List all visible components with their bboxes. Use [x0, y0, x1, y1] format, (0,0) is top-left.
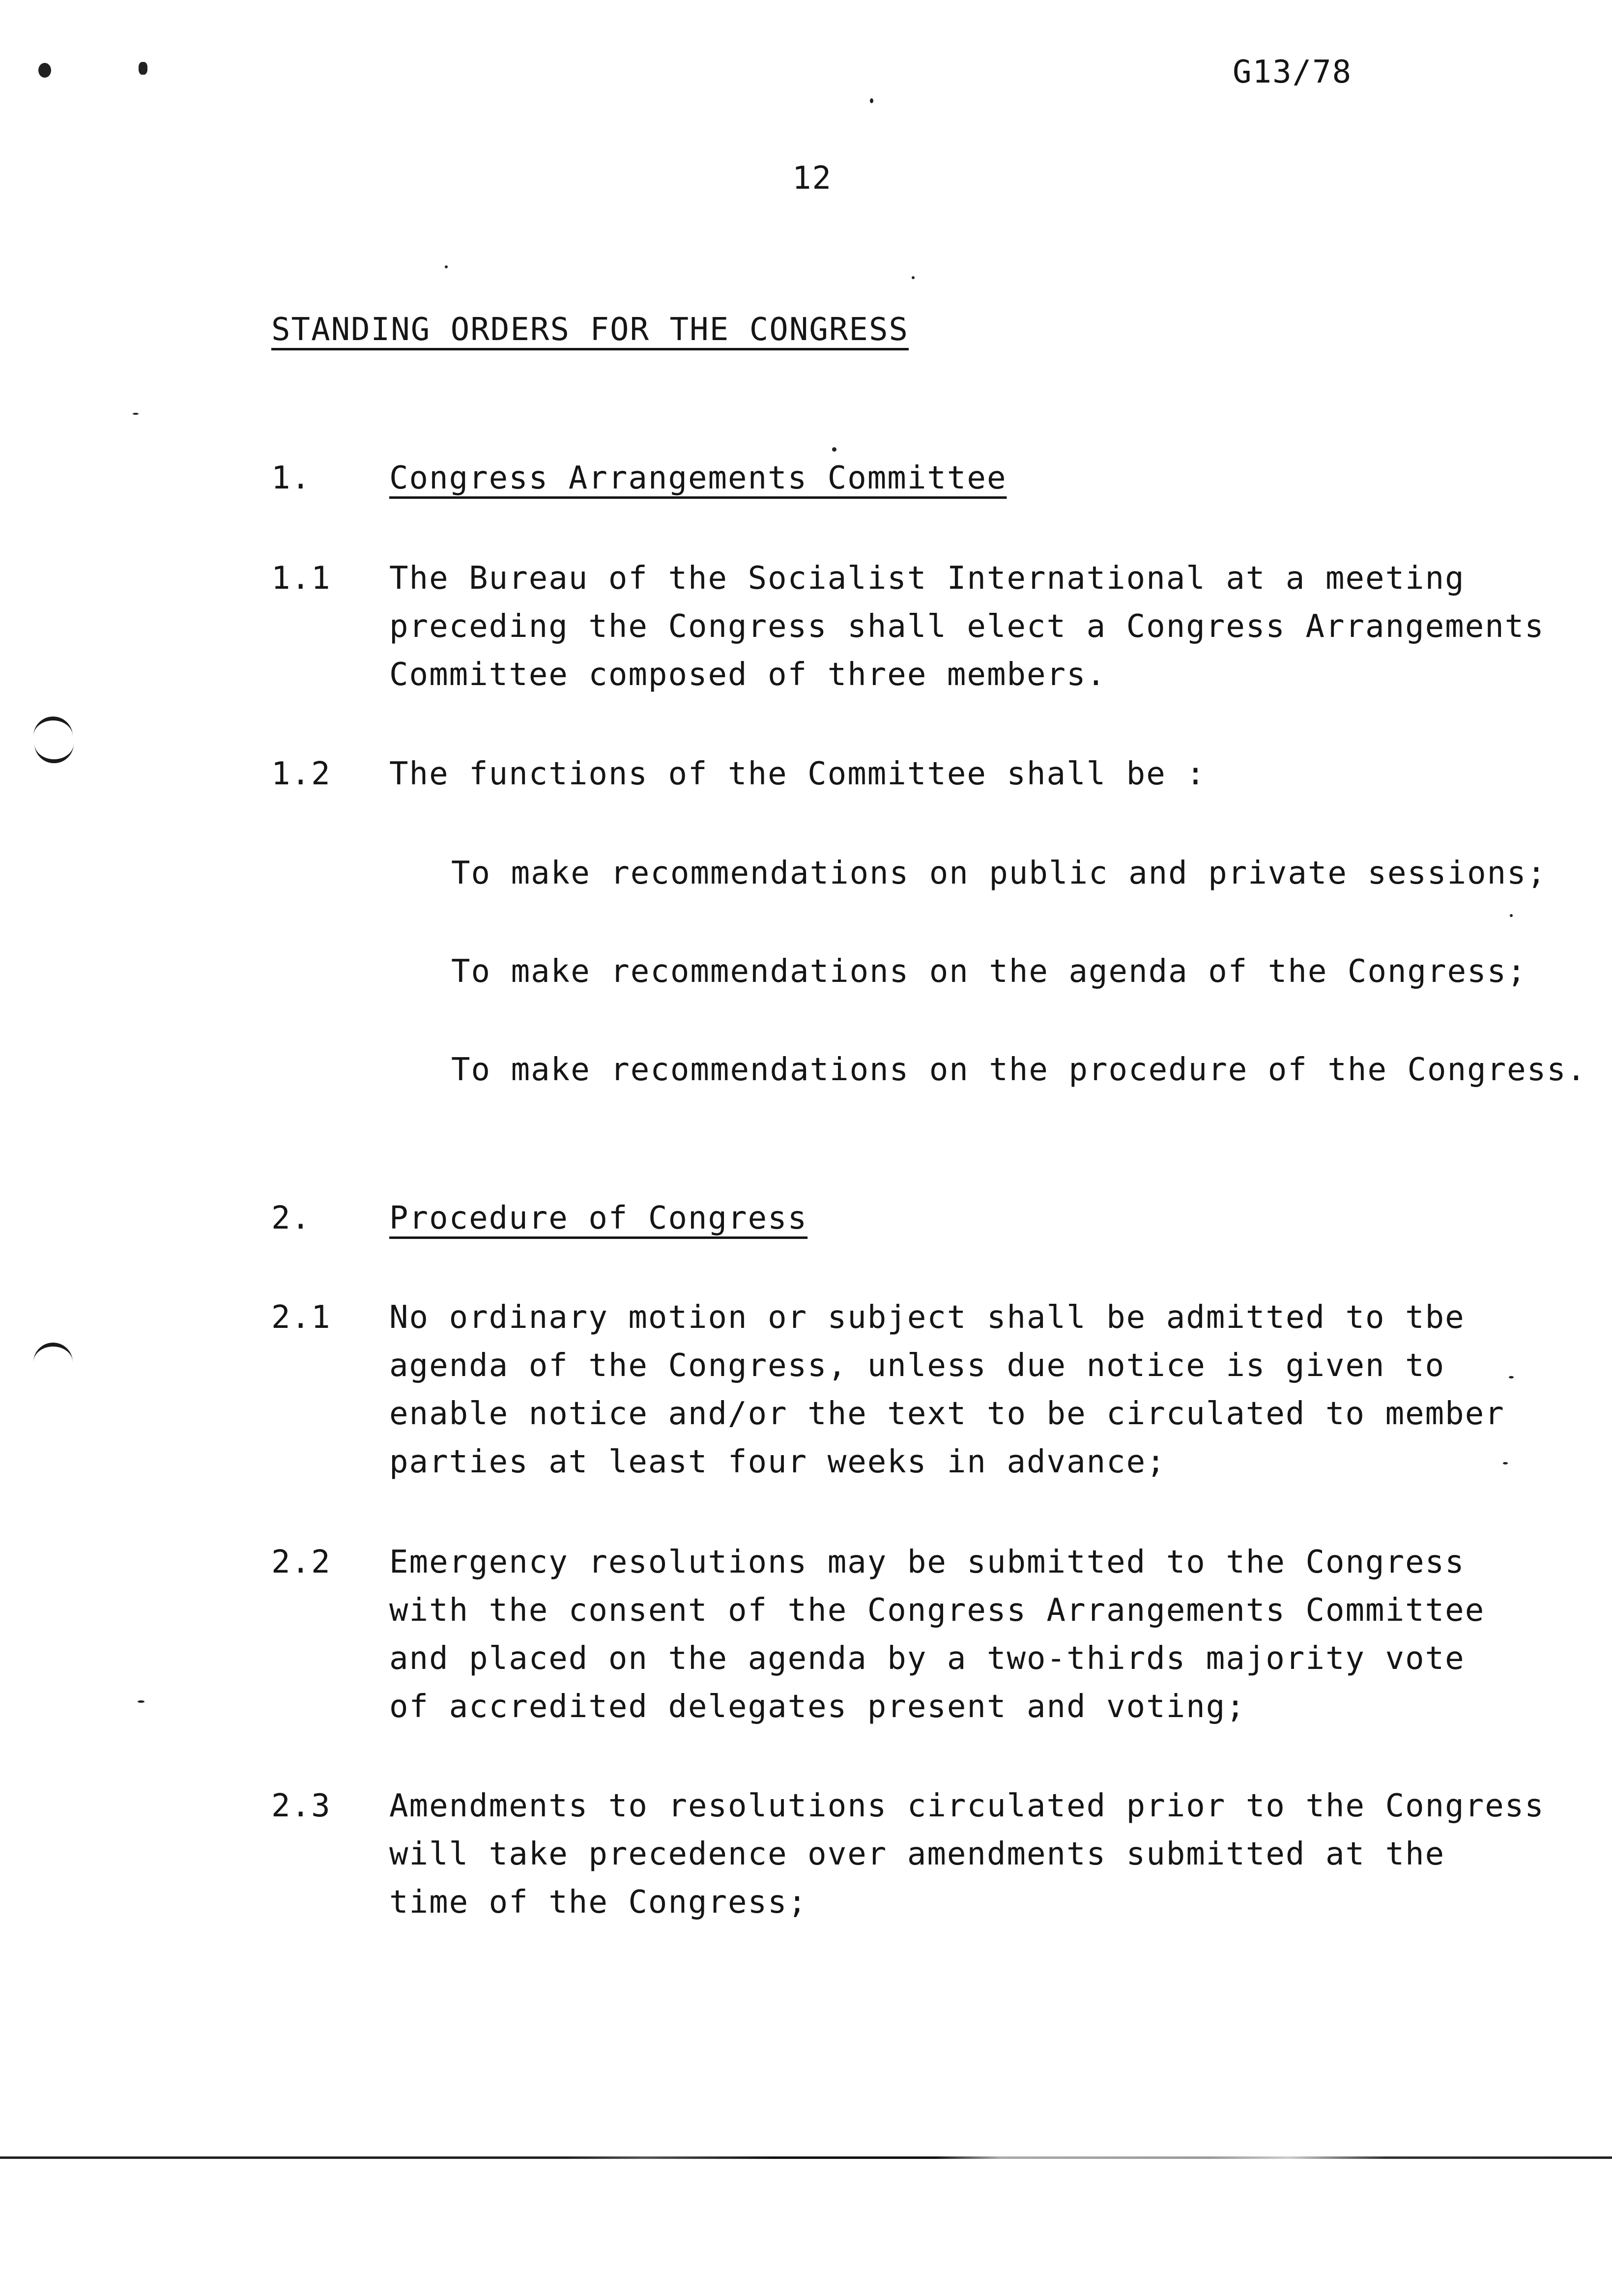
clause-line: The functions of the Committee shall be : [389, 756, 1206, 792]
clause-line: No ordinary motion or subject shall be admitted to tbe [389, 1299, 1465, 1336]
scan-speck [445, 265, 448, 268]
scan-speck [1503, 1462, 1508, 1464]
clause-number: 1.2 [271, 756, 331, 792]
scan-speck [138, 1700, 144, 1703]
clause-line: enable notice and/or the text to be circulated to member [389, 1396, 1505, 1432]
clause-line: Committee composed of three members. [389, 657, 1107, 693]
clause-line: will take precedence over amendments submitted at the [389, 1836, 1445, 1872]
function-item: To make recommendations on the procedure of the Congress. [451, 1052, 1587, 1088]
document-title: STANDING ORDERS FOR THE CONGRESS [271, 312, 909, 348]
clause-line: with the consent of the Congress Arrangements Committee [389, 1592, 1485, 1629]
scan-speck [1510, 914, 1513, 917]
punch-hole-mark [33, 717, 73, 740]
scan-speck [912, 276, 915, 279]
footer-rule [0, 2156, 1612, 2159]
clause-line: preceding the Congress shall elect a Congress Arrangements [389, 608, 1545, 645]
clause-line: time of the Congress; [389, 1884, 808, 1921]
clause-number: 2.3 [271, 1788, 331, 1824]
scan-speck [870, 98, 873, 103]
clause-number: 2.1 [271, 1299, 331, 1336]
clause-line: and placed on the agenda by a two-thirds majority vote [389, 1640, 1465, 1677]
scan-speck [38, 63, 51, 78]
clause-number: 2.2 [271, 1544, 331, 1580]
clause-line: Emergency resolutions may be submitted to the Congress [389, 1544, 1465, 1580]
clause-number: 1.1 [271, 560, 331, 597]
function-item: To make recommendations on public and private sessions; [451, 855, 1547, 891]
clause-line: The Bureau of the Socialist International at a meeting [389, 560, 1465, 597]
document-reference: G13/78 [1233, 54, 1353, 90]
clause-line: Amendments to resolutions circulated prior to the Congress [389, 1788, 1545, 1824]
clause-line: parties at least four weeks in advance; [389, 1444, 1166, 1480]
section-heading: Congress Arrangements Committee [389, 460, 1007, 496]
section-number: 1. [271, 460, 312, 496]
section-heading: Procedure of Congress [389, 1200, 808, 1236]
function-item: To make recommendations on the agenda of the Congress; [451, 953, 1527, 990]
punch-hole-mark [34, 740, 74, 763]
punch-hole-mark [33, 1343, 73, 1366]
scan-speck [133, 413, 139, 415]
scan-speck [1509, 1376, 1514, 1378]
clause-line: agenda of the Congress, unless due notice is given to [389, 1348, 1445, 1384]
scan-speck [832, 447, 836, 452]
clause-line: of accredited delegates present and voting; [389, 1689, 1246, 1725]
page-number: 12 [792, 160, 833, 197]
scan-speck [139, 62, 147, 75]
section-number: 2. [271, 1200, 312, 1236]
